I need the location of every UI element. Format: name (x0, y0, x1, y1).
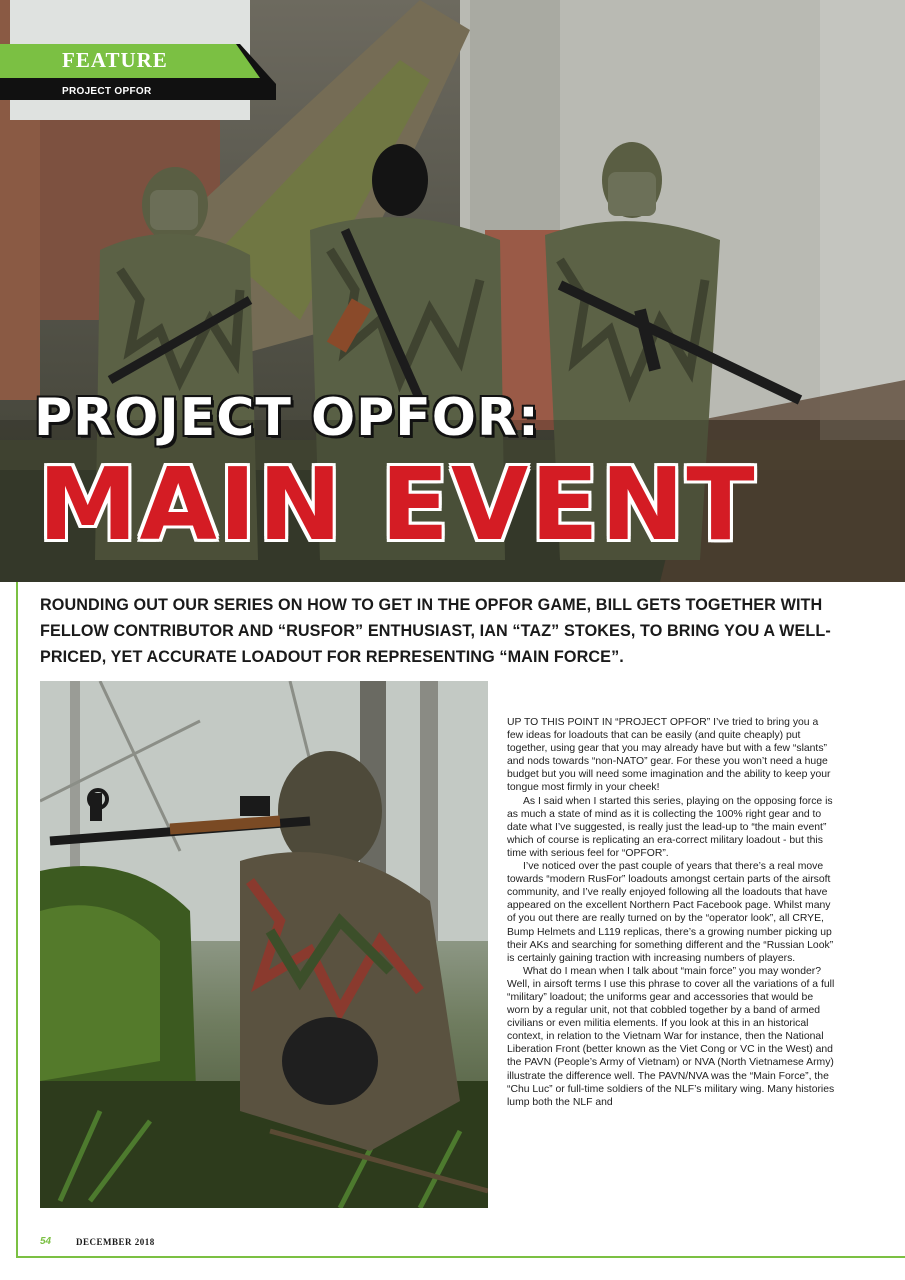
article-photo (40, 681, 488, 1208)
standfirst: ROUNDING OUT OUR SERIES ON HOW TO GET IN THE OPFOR GAME, BILL GETS TOGETHER WITH FELLOW CONTRIBUTOR AND “RUSFOR” ENTHUSIAST, IAN “TAZ” STOKES, TO BRING YOU A WELL-PRICED, YET ACCURATE LOADOUT FOR REPRESENTING “MAIN FORCE”. (40, 596, 831, 666)
article-photo-illustration (40, 681, 488, 1208)
frame-bottom-rule (16, 1256, 905, 1258)
body-paragraph-4: What do I mean when I talk about “main force” you may wonder? Well, in airsoft terms I use this phrase to cover all the variations of a full “military” loadout; the uniforms gear and accessories that would be worn by a regular unit, not that cobbled together by a band of armed civilians or even militia elements. If you look at this in an historical context, in relation to the Vietnam War for instance, then the National Liberation Front (better known as the Viet Cong or VC in the West) and the PAVN (People’s Army of Vietnam) or NVA (North Vietnamese Army) illustrate the difference well. The PAVN/NVA was the “Main Force”, the “Chu Luc” or full-time soldiers of the NLF’s military wing. Many histories lump both the NLF and (507, 965, 835, 1108)
body-paragraph-1: UP TO THIS POINT IN “PROJECT OPFOR” I’ve tried to bring you a few ideas for loadouts that can be easily (and quite cheaply) put together, using gear that you may already have but with a few “slants” and nods towards “non-NATO” gear. For these you won’t need a huge budget but you will need some imagination and the ability to keep your tongue most firmly in your cheek! (507, 717, 831, 794)
headline-line-1: PROJECT OPFOR: (34, 388, 540, 448)
issue-date: DECEMBER 2018 (76, 1237, 155, 1247)
body-paragraph-2: As I said when I started this series, playing on the opposing force is as much a state of mind as it is collecting the 100% right gear and to date what I’ve suggested, is really just the lead-up to “the main event” which of course is replicating an era-correct military loadout - but this time with serious feel for “OPFOR”. (507, 795, 833, 859)
frame-left-rule (16, 582, 18, 1258)
body-paragraph-3: I’ve noticed over the past couple of years that there’s a real move towards “modern RusFor” loadouts amongst certain parts of the airsoft community, and I’ve really enjoyed following all the loadouts that have appeared on the excellent Northern Pact Facebook page. Whilst many of you out there are really turned on by the “operator look”, all CRYE, Bump Helmets and L119 replicas, there’s a growing number picking up their AKs and searching for something different and the “Russian Look” is certainly gaining traction with increasing numbers of players. (507, 861, 834, 964)
hero-photo (0, 0, 905, 582)
section-label: FEATURE (62, 48, 168, 72)
headline-line-2: MAIN EVENT (38, 446, 757, 563)
article-body (507, 716, 837, 1109)
series-label: PROJECT OPFOR (62, 86, 152, 97)
page-number: 54 (40, 1236, 52, 1247)
